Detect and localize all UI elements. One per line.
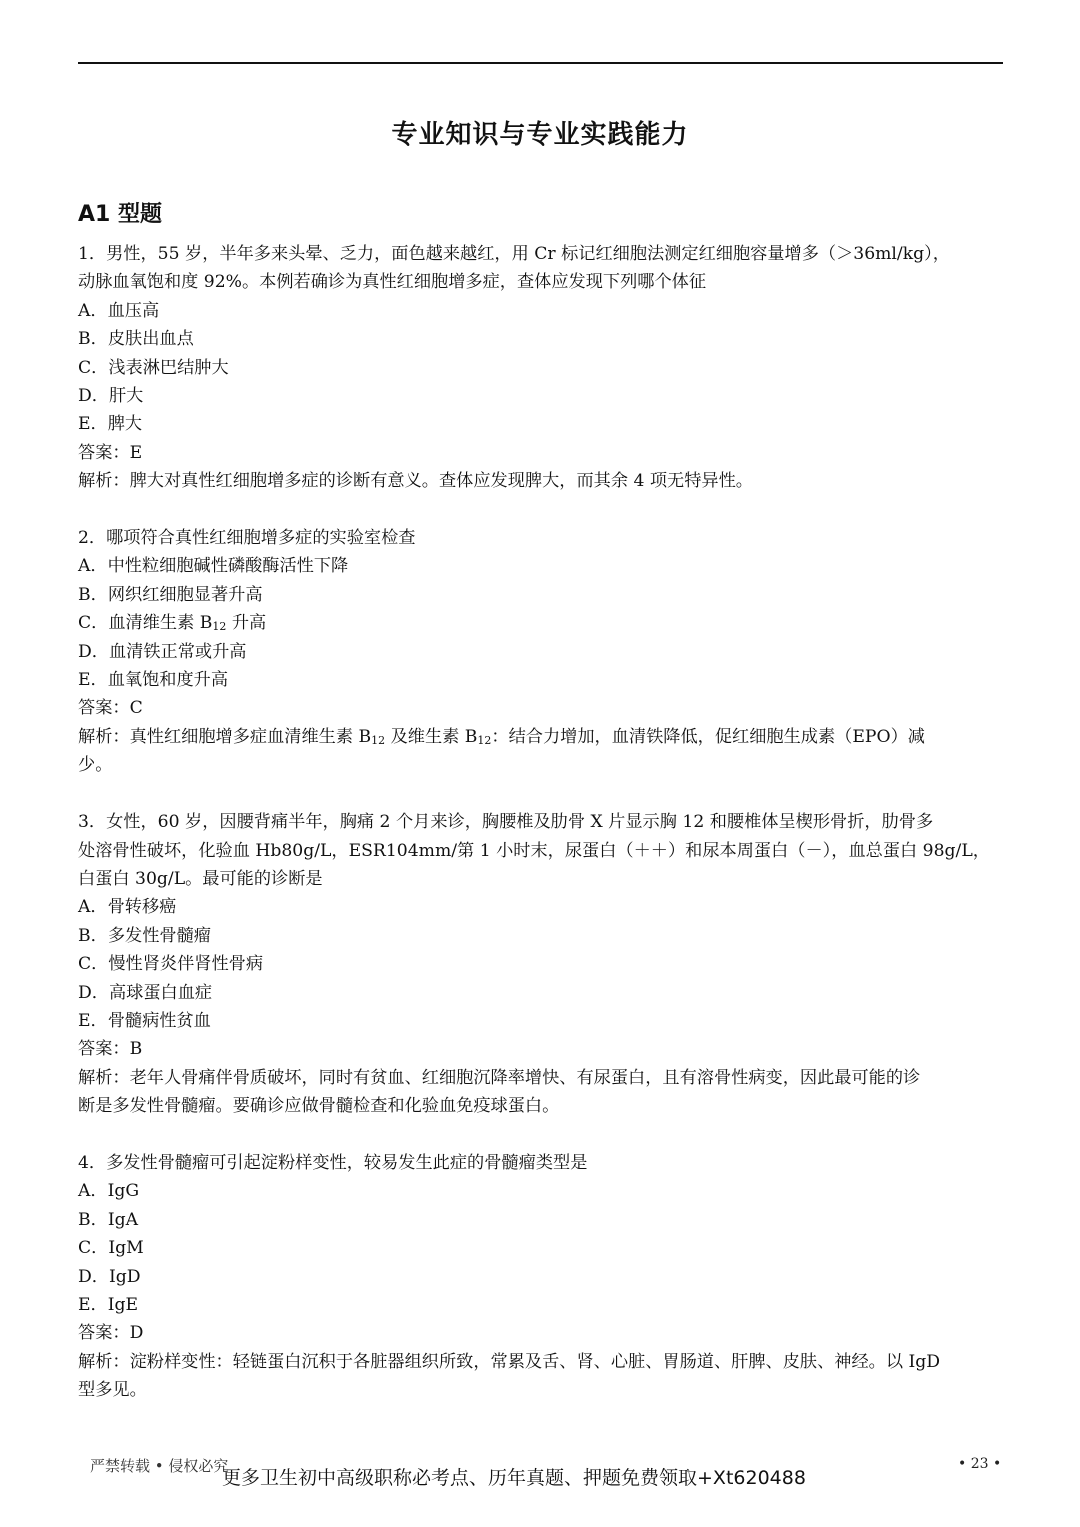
footer-promo-text: 更多卫生初中高级职称必考点、历年真题、押题免费领取+Xt620488 (222, 1467, 806, 1489)
analysis: 型多见。 (78, 1380, 147, 1401)
stem-line: 动脉血氧饱和度 92%。本例若确诊为真性红细胞增多症，查体应发现下列哪个体征 (78, 272, 707, 293)
option-b: B．多发性骨髓瘤 (78, 925, 211, 946)
subscript: 12 (212, 620, 227, 634)
option-d: D．血清铁正常或升高 (78, 641, 247, 662)
analysis-text: 解析：真性红细胞增多症血清维生素 B (78, 726, 372, 747)
question-list (78, 240, 1003, 1433)
option-c: C．IgM (78, 1238, 144, 1259)
option-c-text: C．血清维生素 B (78, 613, 213, 634)
option-d: D．IgD (78, 1266, 141, 1287)
option-d: D．肝大 (78, 386, 144, 407)
option-a: A．IgG (78, 1181, 140, 1202)
option-e: E．血氧饱和度升高 (78, 670, 229, 691)
analysis: 少。 (78, 755, 113, 776)
subscript: 12 (371, 733, 386, 747)
stem-line: 3．女性，60 岁，因腰背痛半年，胸痛 2 个月来诊，胸腰椎及肋骨 X 片显示胸 12 和腰椎体呈楔形骨折，肋骨多 (78, 812, 934, 833)
analysis-text: ：结合力增加，血清铁降低，促红细胞生成素（EPO）减 (491, 726, 925, 747)
stem-line: 处溶骨性破坏，化验血 Hb80g/L，ESR104mm/第 1 小时末，尿蛋白（＋＋）和尿本周蛋白（－），血总蛋白 98g/L， (78, 840, 990, 861)
analysis: 断是多发性骨髓瘤。要确诊应做骨髓检查和化验血免疫球蛋白。 (78, 1096, 560, 1117)
stem-line: 2．哪项符合真性红细胞增多症的实验室检查 (78, 528, 416, 549)
option-e: E．脾大 (78, 414, 143, 435)
option-d: D．高球蛋白血症 (78, 982, 213, 1003)
stem-line: 1．男性，55 岁，半年多来头晕、乏力，面色越来越红，用 Cr 标记红细胞法测定红细胞容量增多（＞36ml/kg）， (78, 244, 950, 264)
answer: 答案：B (78, 1039, 143, 1060)
analysis: 解析：脾大对真性红细胞增多症的诊断有意义。查体应发现脾大，而其余 4 项无特异性。 (78, 471, 753, 492)
page-title: 专业知识与专业实践能力 (391, 120, 689, 150)
question-stem (78, 1149, 1003, 1177)
option-c-tail: 升高 (226, 613, 267, 634)
section-heading: A1 型题 (78, 202, 162, 227)
option-a: A．中性粒细胞碱性磷酸酶活性下降 (78, 556, 349, 577)
page-number: • 23 • (958, 1456, 1002, 1472)
analysis (78, 723, 1003, 751)
option-c: C．慢性肾炎伴肾性骨病 (78, 954, 264, 975)
option-b: B．皮肤出血点 (78, 329, 194, 350)
answer: 答案：C (78, 698, 143, 719)
question-stem (78, 808, 1003, 893)
option-b: B．网织红细胞显著升高 (78, 584, 263, 605)
option-a: A．骨转移癌 (78, 897, 177, 918)
option-c (78, 609, 1003, 637)
question-4 (78, 1149, 1003, 1405)
answer: 答案：D (78, 1323, 144, 1344)
question-2 (78, 524, 1003, 780)
analysis: 解析：老年人骨痛伴骨质破坏，同时有贫血、红细胞沉降率增快、有尿蛋白，且有溶骨性病变，因此最可能的诊 (78, 1067, 921, 1088)
option-a: A．血压高 (78, 300, 160, 321)
analysis: 解析：淀粉样变性：轻链蛋白沉积于各脏器组织所致，常累及舌、肾、心脏、胃肠道、肝脾、皮肤、神经。以 IgD (78, 1351, 941, 1372)
option-e: E．IgE (78, 1294, 139, 1315)
option-b: B．IgA (78, 1209, 139, 1230)
question-stem (78, 240, 1003, 297)
option-c: C．浅表淋巴结肿大 (78, 357, 229, 378)
footer-copyright: 严禁转载 • 侵权必究 (90, 1457, 229, 1475)
answer: 答案：E (78, 442, 143, 463)
question-1 (78, 240, 1003, 496)
header-rule (78, 62, 1003, 64)
question-stem (78, 524, 1003, 552)
question-3 (78, 808, 1003, 1120)
analysis-text: 及维生素 B (385, 726, 478, 747)
subscript: 12 (477, 733, 492, 747)
option-e: E．骨髓病性贫血 (78, 1010, 211, 1031)
stem-line: 4．多发性骨髓瘤可引起淀粉样变性，较易发生此症的骨髓瘤类型是 (78, 1152, 588, 1173)
stem-line: 白蛋白 30g/L。最可能的诊断是 (78, 868, 323, 889)
